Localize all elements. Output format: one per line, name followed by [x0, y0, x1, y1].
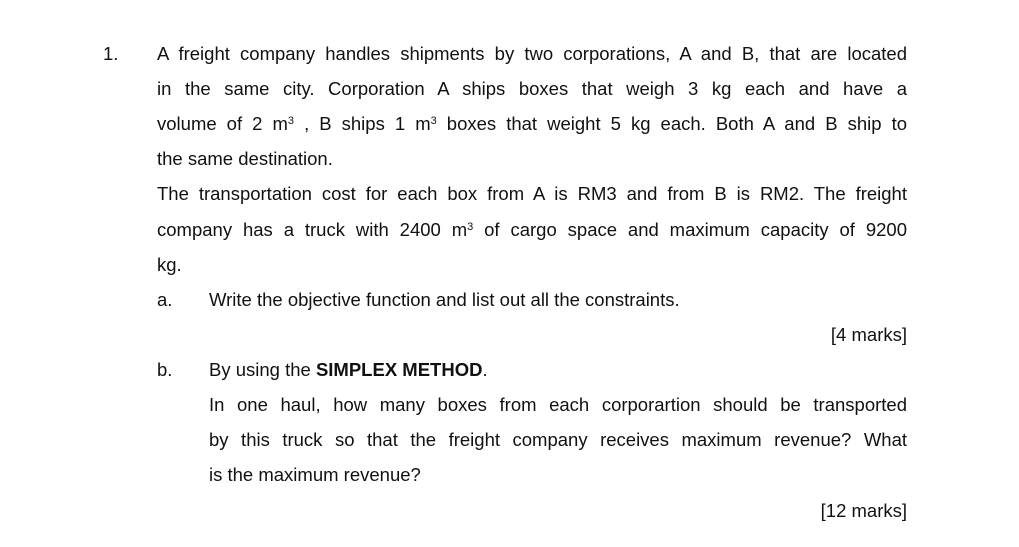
- simplex-method-emphasis: SIMPLEX METHOD: [315, 359, 483, 380]
- question-line-3-part-3: boxes that weight 5 kg each. Both A and B ship to: [436, 113, 907, 134]
- part-b-label: b.: [157, 359, 173, 380]
- question-line-6-part-2: of cargo space and maximum capacity of 9200: [473, 219, 907, 240]
- superscript-3: 3: [430, 114, 437, 127]
- part-a-label: a.: [157, 289, 173, 310]
- question-line-3-part-1: volume of 2 m: [157, 113, 288, 134]
- question-number: 1.: [103, 43, 119, 64]
- question-line-1: A freight company handles shipments by two corporations, A and B, that are located: [157, 43, 907, 64]
- question-line-4: the same destination.: [157, 148, 333, 169]
- part-b-heading-suffix: .: [482, 359, 488, 380]
- question-line-5: The transportation cost for each box from A is RM3 and from B is RM2. The freight: [157, 183, 907, 204]
- part-b-heading-prefix: By using the: [209, 359, 316, 380]
- question-line-2: in the same city. Corporation A ships boxes that weigh 3 kg each and have a: [157, 78, 907, 99]
- question-line-7: kg.: [157, 254, 182, 275]
- part-b-line-3: is the maximum revenue?: [209, 464, 421, 485]
- part-b-marks: [12 marks]: [820, 500, 907, 521]
- superscript-3: 3: [467, 220, 474, 233]
- question-line-6-part-1: company has a truck with 2400 m: [157, 219, 468, 240]
- question-line-3-part-2: , B ships 1 m: [294, 113, 431, 134]
- question-line-3: [157, 113, 907, 135]
- part-b-line-2: by this truck so that the freight company receives maximum revenue? What: [209, 429, 907, 450]
- superscript-3: 3: [287, 114, 295, 127]
- question-line-6: [157, 219, 907, 241]
- part-b-heading: [209, 359, 488, 381]
- part-a-marks: [4 marks]: [830, 324, 907, 345]
- part-b-line-1: In one haul, how many boxes from each corporartion should be transported: [209, 394, 907, 415]
- part-a-text: Write the objective function and list out all the constraints.: [209, 289, 680, 310]
